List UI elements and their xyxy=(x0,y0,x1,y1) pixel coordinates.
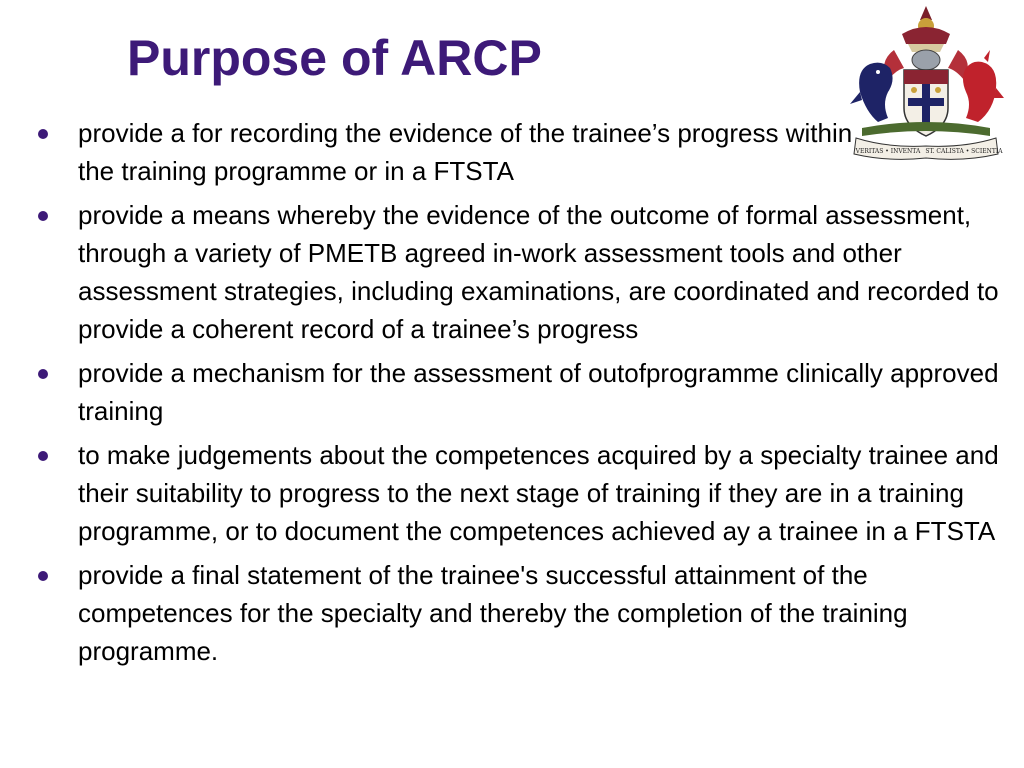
bullet-item xyxy=(38,436,1000,550)
bullet-text: provide a for recording the evidence of the trainee’s progress within the training programme or in a FTSTA xyxy=(78,118,853,186)
bullet-dot-icon xyxy=(38,451,48,461)
bullet-list xyxy=(38,114,1000,676)
bullet-text: provide a means whereby the evidence of the outcome of formal assessment, through a variety of PMETB agreed in-work assessment tools and other assessment strategies, including examinations, are coordinated and recorded to provide a coherent record of a trainee’s progress xyxy=(78,200,999,344)
bullet-text: provide a final statement of the trainee's successful attainment of the competences for the specialty and thereby the completion of the training programme. xyxy=(78,560,908,666)
bullet-item xyxy=(38,354,1000,430)
bullet-dot-icon xyxy=(38,369,48,379)
slide-title: Purpose of ARCP xyxy=(127,30,542,86)
bullet-dot-icon xyxy=(38,211,48,221)
bullet-text: provide a mechanism for the assessment of outofprogramme clinically approved training xyxy=(78,358,999,426)
bullet-dot-icon xyxy=(38,571,48,581)
bullet-text: to make judgements about the competences acquired by a specialty trainee and their suitability to progress to the next stage of training if they are in a training programme, or to document the competences achieved ay a trainee in a FTSTA xyxy=(78,440,999,546)
bullet-item xyxy=(38,114,868,190)
svg-text:VERITAS • INVENTA: VERITAS • INVENTA xyxy=(855,148,921,155)
bullet-item xyxy=(38,556,1000,670)
svg-text:ST. CALISTA • SCIENTIA: ST. CALISTA • SCIENTIA xyxy=(925,148,1003,155)
bullet-dot-icon xyxy=(38,129,48,139)
bullet-item xyxy=(38,196,1000,348)
